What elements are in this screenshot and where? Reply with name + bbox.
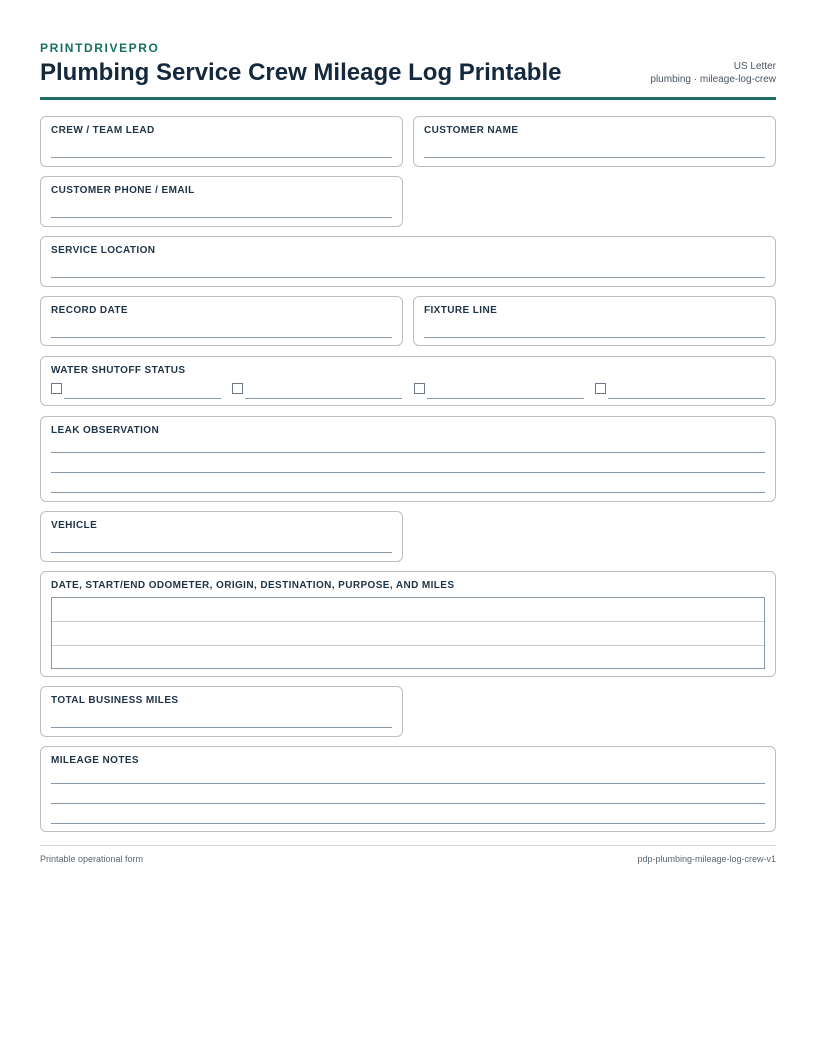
write-line[interactable] — [51, 472, 765, 473]
checkbox[interactable] — [232, 383, 243, 394]
water-shutoff-status-field — [40, 356, 776, 406]
paper-size: US Letter — [733, 61, 776, 72]
write-line[interactable] — [51, 803, 765, 804]
brand-name: PRINTDRIVEPRO — [40, 41, 160, 55]
field-label: TOTAL BUSINESS MILES — [51, 695, 179, 706]
shutoff-option-2[interactable] — [232, 383, 402, 399]
write-line[interactable] — [51, 157, 392, 158]
trip-log-table[interactable] — [51, 597, 765, 669]
write-line[interactable] — [51, 727, 392, 728]
field-label: RECORD DATE — [51, 305, 128, 316]
write-line[interactable] — [51, 452, 765, 453]
record-date-field[interactable] — [40, 296, 403, 346]
shutoff-option-3[interactable] — [414, 383, 584, 399]
write-line[interactable] — [424, 157, 765, 158]
leak-observation-field[interactable] — [40, 416, 776, 502]
write-line[interactable] — [51, 492, 765, 493]
option-write-line[interactable] — [64, 398, 221, 399]
checkbox[interactable] — [595, 383, 606, 394]
field-label: WATER SHUTOFF STATUS — [51, 365, 186, 376]
vehicle-field[interactable] — [40, 511, 403, 562]
total-business-miles-field[interactable] — [40, 686, 403, 737]
field-label: CUSTOMER PHONE / EMAIL — [51, 185, 195, 196]
field-label: SERVICE LOCATION — [51, 245, 156, 256]
option-write-line[interactable] — [427, 398, 584, 399]
customer-contact-field[interactable] — [40, 176, 403, 227]
table-row-divider — [52, 645, 764, 646]
write-line[interactable] — [424, 337, 765, 338]
document-meta — [650, 60, 776, 86]
document-title: Plumbing Service Crew Mileage Log Printable — [40, 59, 562, 86]
field-label: VEHICLE — [51, 520, 98, 531]
service-location-field[interactable] — [40, 236, 776, 287]
document-tags: plumbing · mileage-log-crew — [650, 74, 776, 85]
shutoff-option-1[interactable] — [51, 383, 221, 399]
customer-name-field[interactable] — [413, 116, 776, 167]
field-label: FIXTURE LINE — [424, 305, 498, 316]
shutoff-option-4[interactable] — [595, 383, 765, 399]
write-line[interactable] — [51, 552, 392, 553]
field-label: CREW / TEAM LEAD — [51, 125, 155, 136]
table-row-divider — [52, 621, 764, 622]
write-line[interactable] — [51, 277, 765, 278]
field-label: MILEAGE NOTES — [51, 755, 139, 766]
write-line[interactable] — [51, 217, 392, 218]
header-divider — [40, 97, 776, 100]
trip-log-field — [40, 571, 776, 677]
option-write-line[interactable] — [608, 398, 765, 399]
option-write-line[interactable] — [245, 398, 402, 399]
field-label: CUSTOMER NAME — [424, 125, 519, 136]
field-label: LEAK OBSERVATION — [51, 425, 160, 436]
footer-divider — [40, 845, 776, 846]
fixture-line-field[interactable] — [413, 296, 776, 346]
write-line[interactable] — [51, 783, 765, 784]
write-line[interactable] — [51, 337, 392, 338]
footer-form-type: Printable operational form — [40, 854, 144, 864]
footer-form-id: pdp-plumbing-mileage-log-crew-v1 — [637, 854, 776, 864]
mileage-notes-field[interactable] — [40, 746, 776, 832]
field-label: DATE, START/END ODOMETER, ORIGIN, DESTINATION, PURPOSE, AND MILES — [51, 580, 455, 591]
write-line[interactable] — [51, 823, 765, 824]
checkbox[interactable] — [51, 383, 62, 394]
crew-team-lead-field[interactable] — [40, 116, 403, 167]
checkbox[interactable] — [414, 383, 425, 394]
